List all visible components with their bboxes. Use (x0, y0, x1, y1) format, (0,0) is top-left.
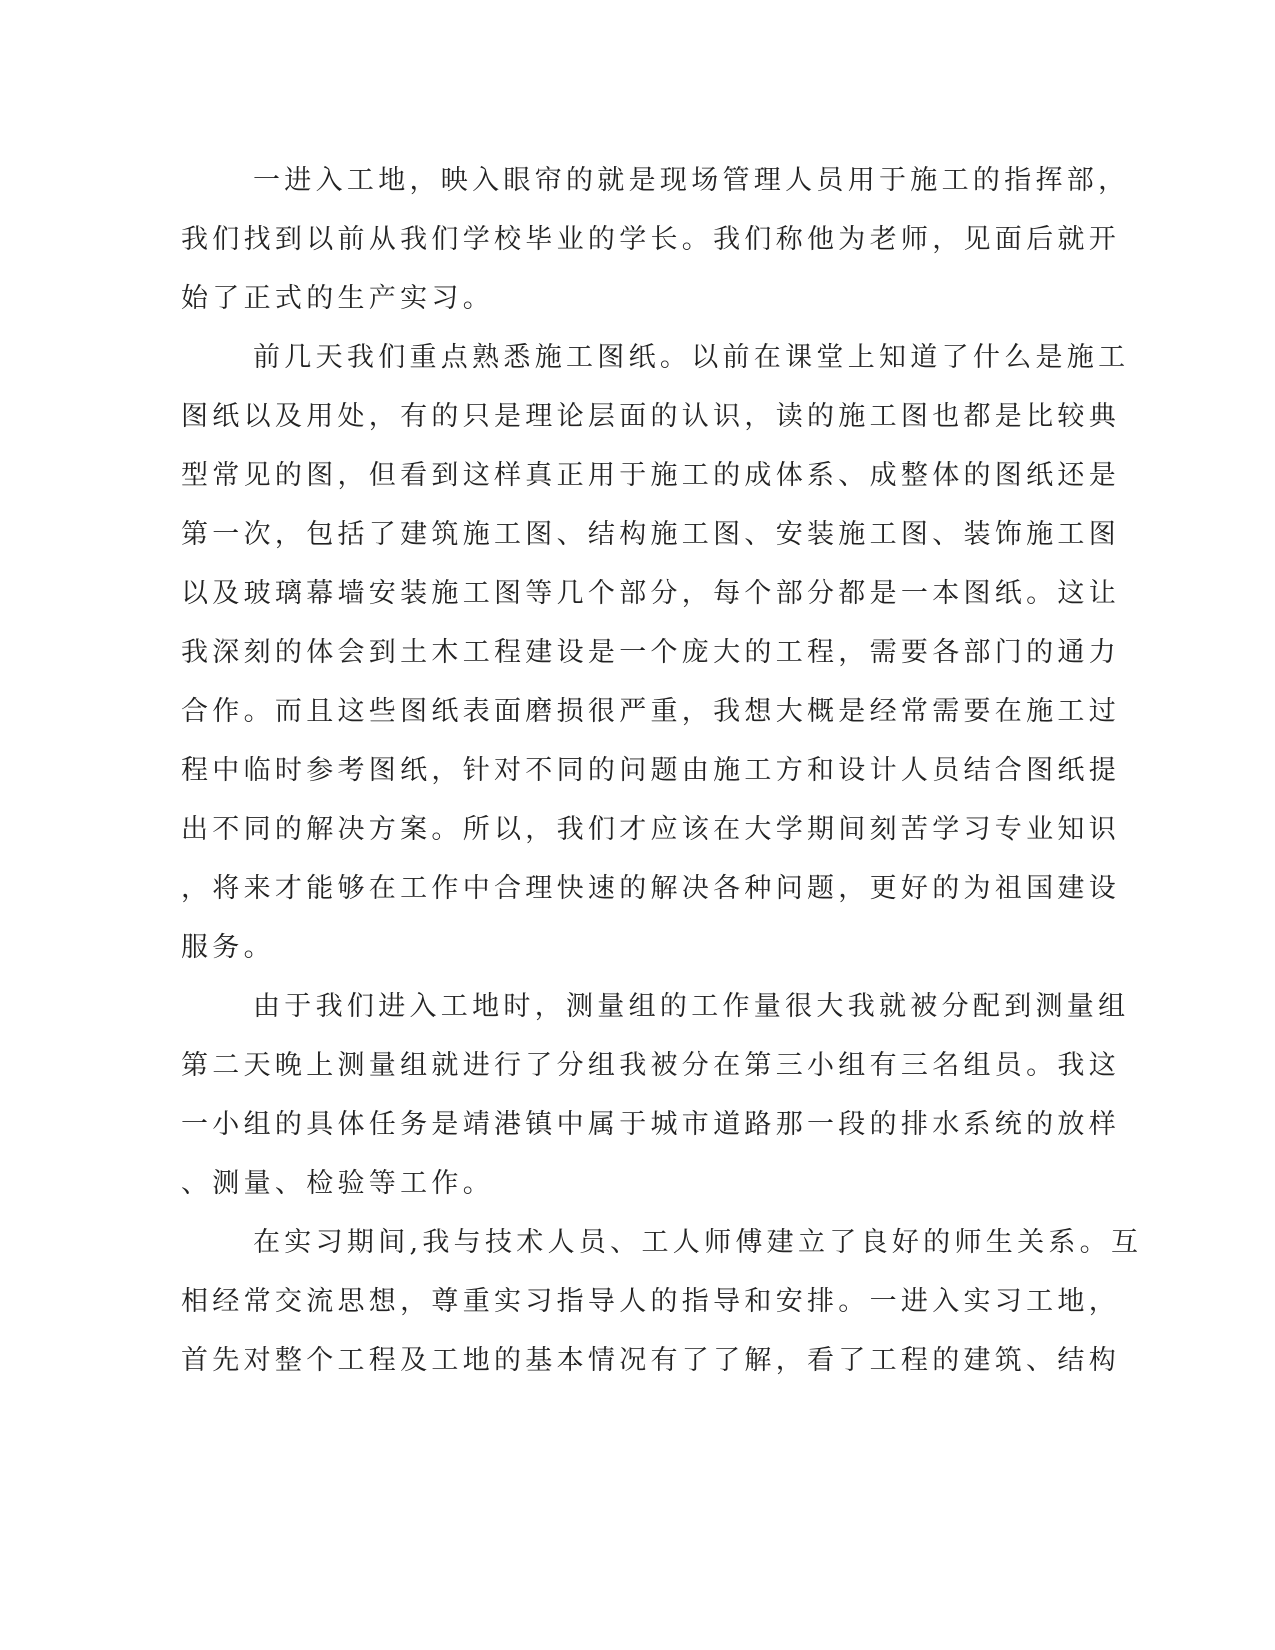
text-line: 我深刻的体会到土木工程建设是一个庞大的工程，需要各部门的通力 (181, 637, 1120, 668)
text-line: 相经常交流思想，尊重实习指导人的指导和安排。一进入实习工地， (181, 1286, 1120, 1317)
text-line: 我们找到以前从我们学校毕业的学长。我们称他为老师，见面后就开 (181, 224, 1120, 255)
text-line: 一进入工地，映入眼帘的就是现场管理人员用于施工的指挥部， (253, 165, 1130, 196)
text-line: 程中临时参考图纸，针对不同的问题由施工方和设计人员结合图纸提 (181, 755, 1120, 786)
text-line: 型常见的图，但看到这样真正用于施工的成体系、成整体的图纸还是 (181, 460, 1120, 491)
text-line: ，将来才能够在工作中合理快速的解决各种问题，更好的为祖国建设 (181, 873, 1120, 904)
text-line: 合作。而且这些图纸表面磨损很严重，我想大概是经常需要在施工过 (181, 696, 1120, 727)
text-line: 第一次，包括了建筑施工图、结构施工图、安装施工图、装饰施工图 (181, 519, 1120, 550)
text-line: 、测量、检验等工作。 (181, 1168, 494, 1199)
text-line: 第二天晚上测量组就进行了分组我被分在第三小组有三名组员。我这 (181, 1050, 1120, 1081)
text-line: 一小组的具体任务是靖港镇中属于城市道路那一段的排水系统的放样 (181, 1109, 1120, 1140)
text-line: 图纸以及用处，有的只是理论层面的认识，读的施工图也都是比较典 (181, 401, 1120, 432)
text-line: 由于我们进入工地时，测量组的工作量很大我就被分配到测量组 (253, 991, 1130, 1022)
text-line: 服务。 (181, 932, 275, 963)
text-line: 首先对整个工程及工地的基本情况有了了解，看了工程的建筑、结构 (181, 1345, 1120, 1376)
text-line: 出不同的解决方案。所以，我们才应该在大学期间刻苦学习专业知识 (181, 814, 1120, 845)
text-line: 以及玻璃幕墙安装施工图等几个部分，每个部分都是一本图纸。这让 (181, 578, 1120, 609)
text-line: 始了正式的生产实习。 (181, 283, 494, 314)
text-line: 前几天我们重点熟悉施工图纸。以前在课堂上知道了什么是施工 (253, 342, 1130, 373)
text-line: 在实习期间,我与技术人员、工人师傅建立了良好的师生关系。互 (253, 1227, 1143, 1258)
